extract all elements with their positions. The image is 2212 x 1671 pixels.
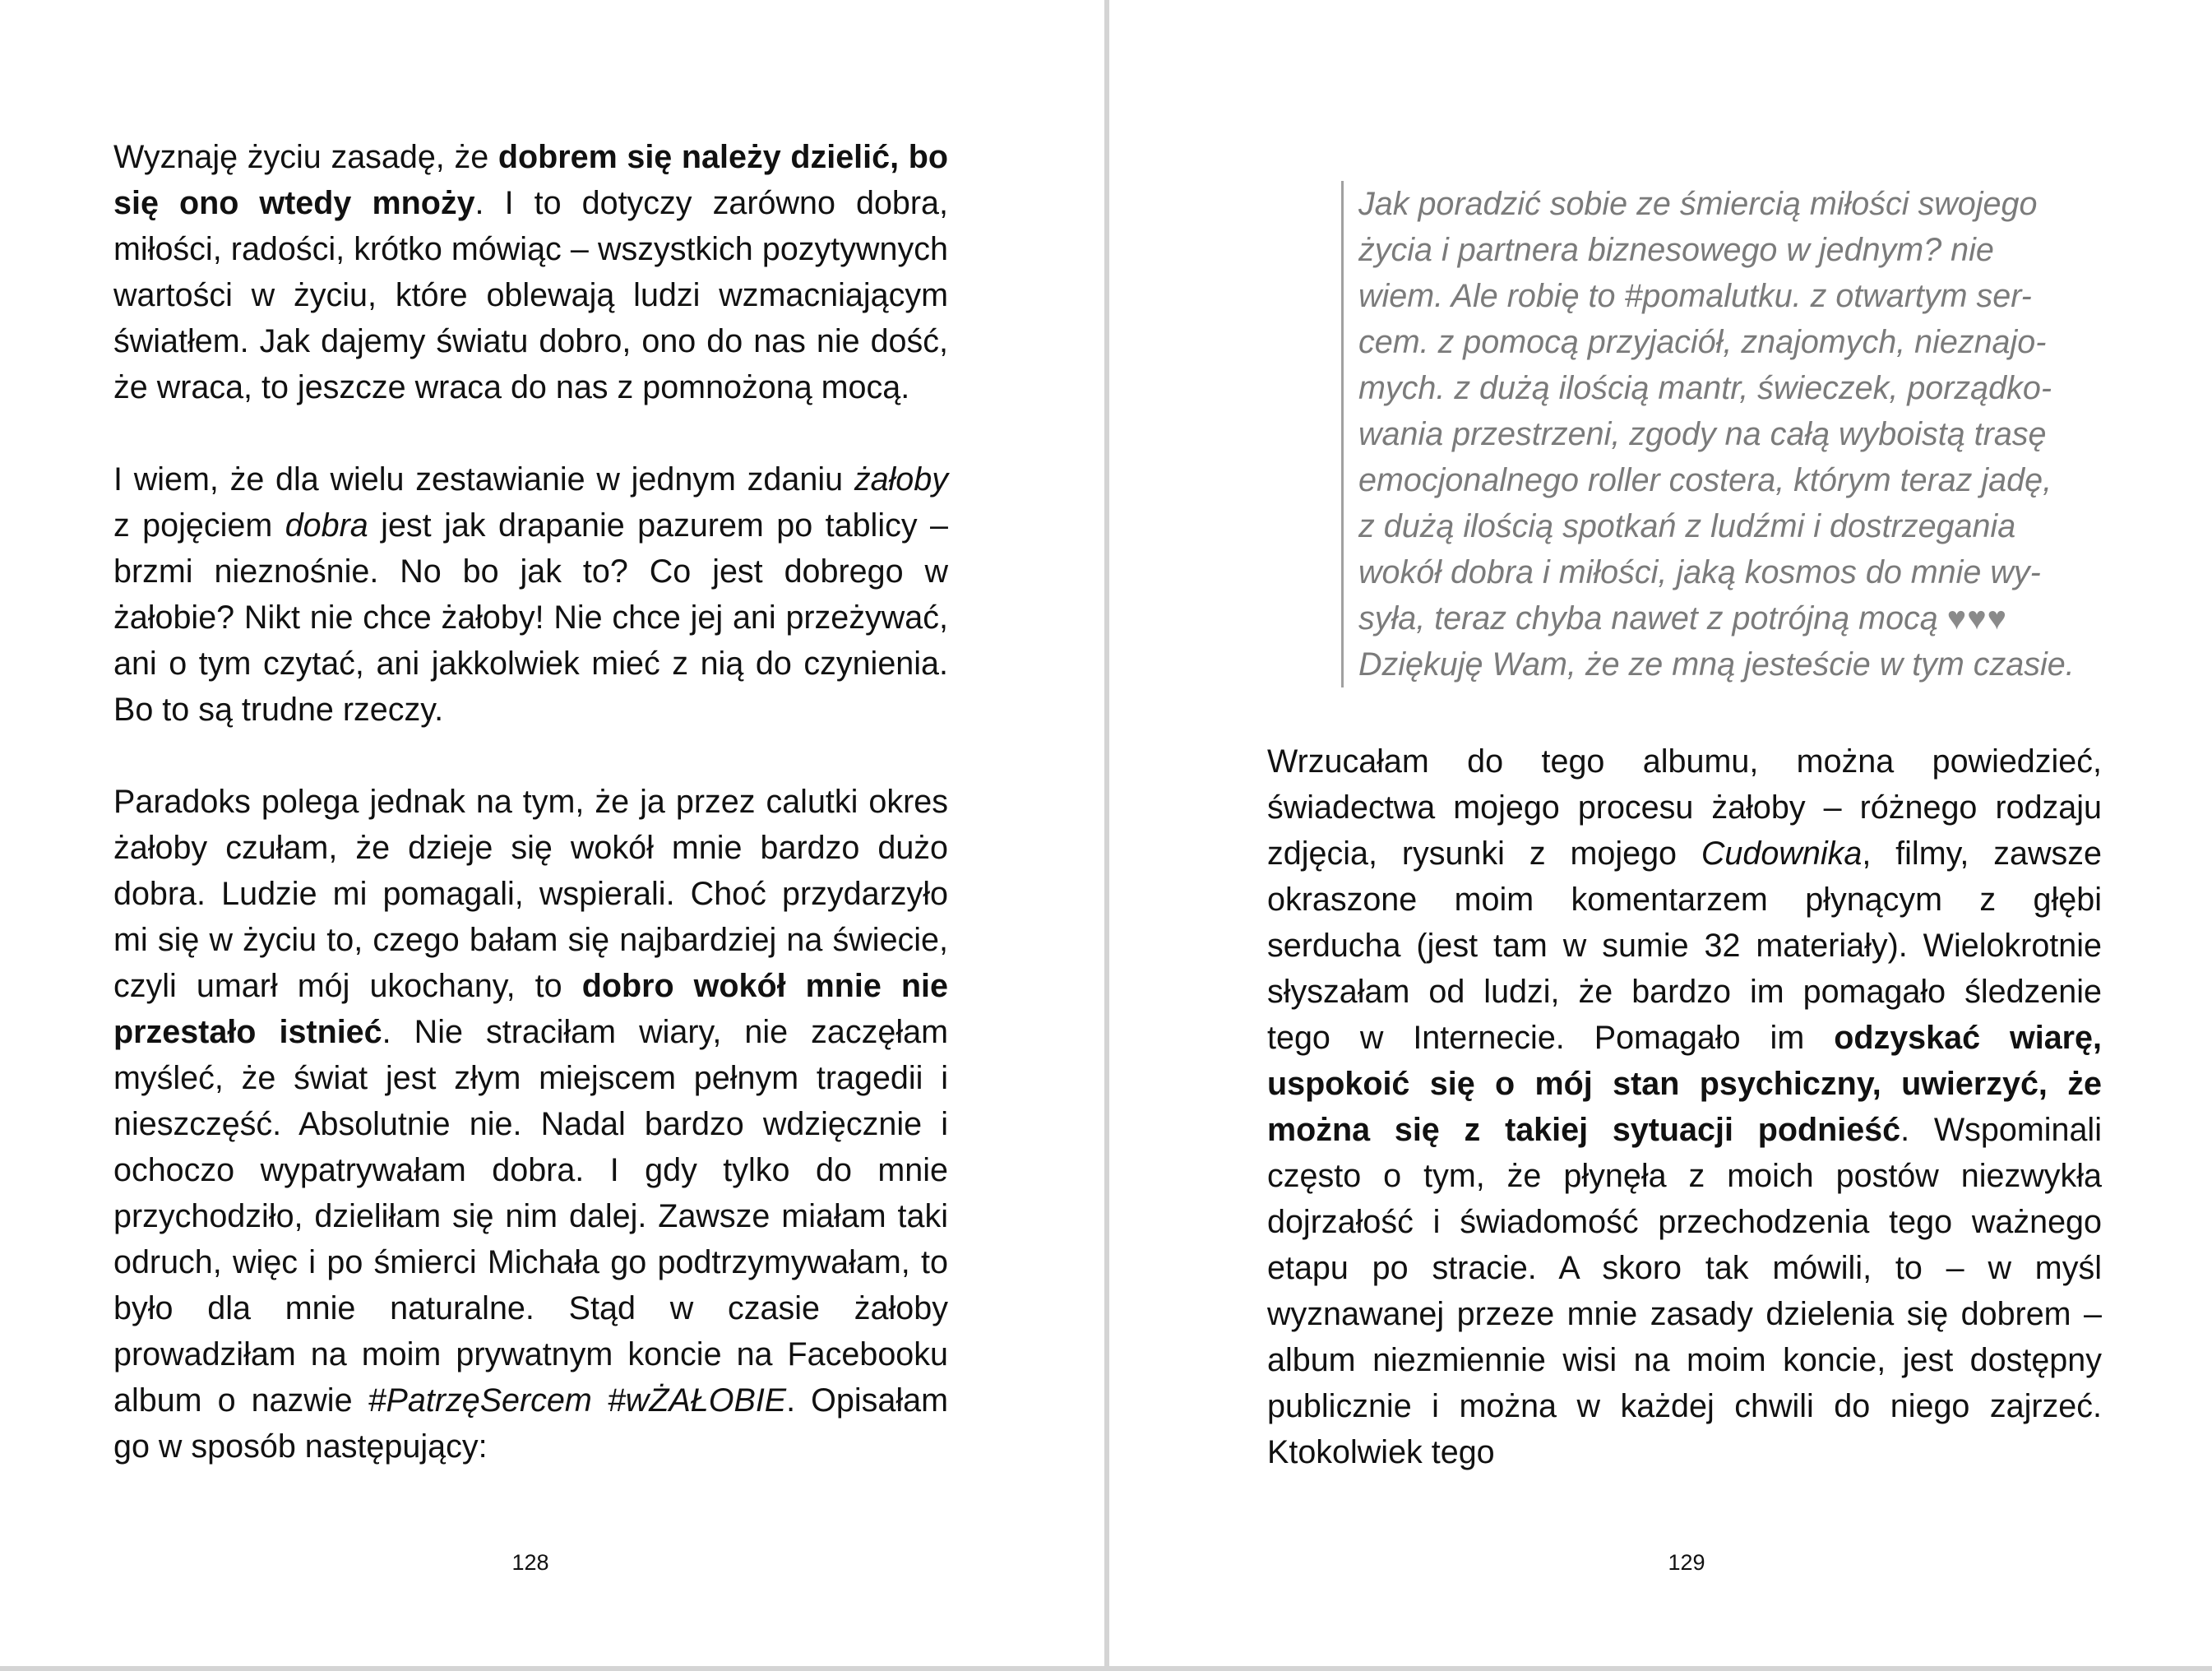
quote-line: wiem. Ale robię to #pomalutku. z otwartym ser- [1358, 278, 2032, 314]
text-segment: . Opisałam go w sposób następujący: [113, 1382, 948, 1465]
bold-text-segment: odzyskać wiarę, uspokoić się o mój stan psychiczny, uwierzyć, że można się z takiej sytuacji podnieść [1267, 1020, 2102, 1148]
quote-line: Dziękuję Wam, że ze mną jesteście w tym czasie. [1358, 646, 2075, 683]
page-bottom-edge [0, 1666, 2212, 1671]
paragraph [113, 456, 948, 733]
text-segment: . I to dotyczy zarówno dobra, miłości, radości, krótko mówiąc – wszystkich pozytywnych wartości w życiu, które oblewają ludzi wzmacniającym światłem. Jak dajemy światu dobro, ono do nas nie dość, że wraca, to jeszcze wraca do nas z pomnożoną mocą. [113, 185, 948, 405]
quote-line: mych. z dużą ilością mantr, świeczek, porządko- [1358, 370, 2052, 406]
quote-line-text: syła, teraz chyba nawet z potrójną mocą [1358, 600, 1938, 636]
right-page-body [1267, 738, 2102, 1475]
text-segment: z pojęciem [113, 507, 285, 544]
quote-line [1358, 595, 2120, 641]
text-segment: Paradoks polega jednak na tym, że ja przez calutki okres żałoby czułam, że dzieje się wokół mnie bardzo dużo dobra. Ludzie mi pomagali, wspierali. Choć przydarzyło mi się w życiu to, czego bałam się najbardziej na świecie, czyli umarł mój ukochany, to [113, 784, 948, 1004]
bold-text-segment: dobrem się należy dzielić, bo się ono wtedy mnoży [113, 139, 948, 221]
left-page [0, 0, 1104, 1671]
text-segment: jest jak drapanie pazurem po tablicy – brzmi nieznośnie. No bo jak to? Co jest dobrego w żałobie? Nikt nie chce żałoby! Nie chce jej ani przeżywać, ani o tym czytać, ani jakkolwiek mieć z nią do czynienia. Bo to są trudne rzeczy. [113, 507, 948, 728]
text-segment: . Nie straciłam wiary, nie zaczęłam myśleć, że świat jest złym miejscem pełnym tragedii i nieszczęść. Absolutnie nie. Nadal bardzo wdzięcznie i ochoczo wypatrywałam dobra. I gdy tylko do mnie przychodziło, dzieliłam się nim dalej. Zawsze miałam taki odruch, więc i po śmierci Michała go podtrzymywałam, to było dla mnie naturalne. Stąd w czasie żałoby prowadziłam na moim prywatnym koncie na Facebooku album o nazwie [113, 1014, 948, 1419]
quote-line: z dużą ilością spotkań z ludźmi i dostrzegania [1358, 508, 2016, 544]
quote-line: wokół dobra i miłości, jaką kosmos do mnie wy- [1358, 554, 2041, 590]
left-page-body [113, 134, 948, 1470]
quote-line: emocjonalnego roller costera, którym teraz jadę, [1358, 462, 2052, 498]
hearts-icon: ♥♥♥ [1946, 600, 2008, 636]
blockquote [1341, 181, 2120, 687]
italic-text-segment: żałoby [854, 461, 948, 498]
text-segment: Wyznaję życiu zasadę, że [113, 139, 498, 175]
page-number: 128 [511, 1550, 549, 1575]
italic-text-segment: #PatrzęSercem #wŻAŁOBIE [368, 1382, 787, 1419]
italic-text-segment: Cudownika [1701, 836, 1863, 872]
text-segment: . Wspominali często o tym, że płynęła z moich postów niezwykła dojrzałość i świadomość przechodzenia tego ważnego etapu po stracie. A skoro tak mówili, to – w myśl wyznawanej przeze mnie zasady dzielenia się dobrem – album niezmiennie wisi na moim koncie, jest dostępny publicznie i można w każdej chwili do niego zajrzeć. Ktokolwiek tego [1267, 1112, 2102, 1470]
paragraph [113, 134, 948, 410]
quote-line: wania przestrzeni, zgody na całą wyboistą trasę [1358, 416, 2047, 452]
quote-line: Jak poradzić sobie ze śmiercią miłości swojego [1358, 186, 2038, 222]
italic-text-segment: dobra [285, 507, 368, 544]
quote-line: cem. z pomocą przyjaciół, znajomych, nieznajo- [1358, 324, 2047, 360]
paragraph [113, 779, 948, 1470]
paragraph [1267, 738, 2102, 1475]
page-number: 129 [1668, 1550, 1705, 1575]
bold-text-segment: dobro wokół mnie nie przestało istnieć [113, 968, 948, 1050]
quote-line: życia i partnera biznesowego w jednym? nie [1358, 232, 1994, 268]
text-segment: Wrzucałam do tego albumu, można powiedzieć, świadectwa mojego procesu żałoby – różnego rodzaju zdjęcia, rysunki z mojego [1267, 743, 2102, 872]
text-segment: , filmy, zawsze okraszone moim komentarzem płynącym z głębi serducha (jest tam w sumie 32 materiały). Wielokrotnie słyszałam od ludzi, że bardzo im pomagało śledzenie tego w Internecie. Pomagało im [1267, 836, 2102, 1056]
text-segment: I wiem, że dla wielu zestawianie w jednym zdaniu [113, 461, 854, 498]
